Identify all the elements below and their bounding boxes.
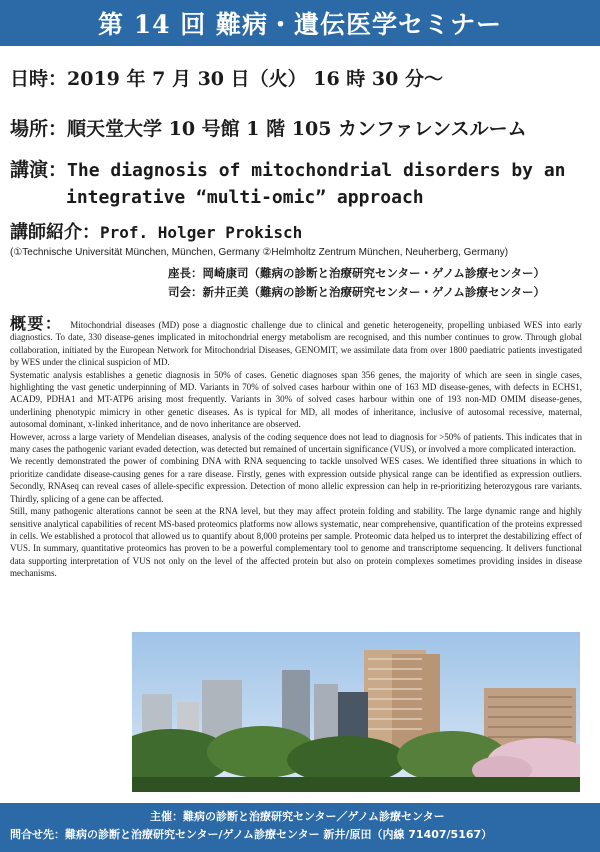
lecture-label: 講演： [10, 159, 68, 181]
summary-paragraph-text: Mitochondrial diseases (MD) pose a diagnostic challenge due to clinical and genetic heterogeneity, propelling unbiased WES into early diagnostics. To date, 330 disease-genes implicated in mitochondrial energy metabolism are recognised, and this number continues to grow. Through global collaboration, initiated by the European Network for Mitochondrial Diseases, GENOMIT, we assimilate data from over 1800 paediatric patients investigated by WES under the clinical suspicion of MD. [10, 320, 582, 368]
date-row [10, 64, 443, 91]
summary-paragraph [10, 314, 582, 369]
seminar-title-banner [0, 0, 600, 46]
venue-row [10, 114, 527, 141]
venue-value: 順天堂大学 10 号館 1 階 105 カンファレンスルーム [67, 118, 527, 140]
contact-line: 問合せ先：難病の診断と治療研究センター/ゲノム診療センター 新井/原田（内線 71407/5167） [10, 828, 493, 841]
summary-section [10, 314, 582, 580]
moderator-line: 司会：新井正美（難病の診断と治療研究センター・ゲノム診療センター） [168, 285, 545, 299]
date-value: 2019 年 7 月 30 日（火） 16 時 30 分～ [67, 68, 443, 90]
host-line: 主催：難病の診断と治療研究センター／ゲノム診療センター [150, 810, 445, 823]
summary-paragraph: Still, many pathogenic alterations cannot be seen at the RNA level, but they may affect protein folding and stability. The large dynamic range and highly sensitive analytical capabilities of recent MS-based proteomics platforms now allows systematic, near comprehensive, quantification of the proteins expressed in cells. We established a protocol that allowed us to quantify about 8,000 proteins per sample. Proteomic data helped us to interpret the destabilizing effect of VUS. In summary, quantitative proteomics has proven to be a powerful complementary tool to genome and transcriptome sequencing. It delivers functional data supporting interpretation of VUS not only on the level of the affected protein but also on protein complexes sometimes providing insides in disease mechanisms. [10, 506, 582, 579]
campus-photo [132, 632, 580, 792]
speaker-row [10, 218, 302, 244]
chair-line: 座長：岡崎康司（難病の診断と治療研究センター・ゲノム診療センター） [168, 266, 545, 280]
speaker-affiliation: (①Technische Universität München, München, Germany ②Helmholtz Zentrum München, Neuherberg, Germany) [10, 247, 509, 258]
speaker-name: Prof. Holger Prokisch [100, 223, 303, 242]
lecture-row [10, 156, 566, 208]
footer [0, 803, 600, 852]
summary-paragraph: We recently demonstrated the power of combining DNA with RNA sequencing to tackle unsolved WES cases. We identified three situations in which to prioritize candidate disease-causing genes for a rare disease. Firstly, genes with expression outside physical range can be identified as expression outliers. Secondly, RNAseq can reveal cases of allele-specific expression. Detection of mono allelic expression can help in re-prioritizing heterozygous rare variants. Thirdly, splicing of a gene can be affected. [10, 456, 582, 504]
summary-heading: 概要： [10, 314, 63, 333]
seminar-title: 第 14 回 難病・遺伝医学セミナー [98, 10, 502, 39]
summary-paragraph: However, across a large variety of Mendelian diseases, analysis of the coding sequence does not lead to diagnosis for >50% of patients. This indicates that in many cases the pathogenic variant evaded detection, was detected but remained of uncertain significance (VUS), or involved a more complicated interaction. [10, 431, 582, 455]
date-label: 日時： [10, 68, 68, 90]
lecture-title-line1: The diagnosis of mitochondrial disorders by an [67, 160, 566, 181]
lecture-title-line2: integrative “multi-omic” approach [66, 187, 424, 208]
venue-label: 場所： [10, 118, 68, 140]
speaker-label: 講師紹介： [10, 222, 100, 243]
summary-paragraph: Systematic analysis establishes a genetic diagnosis in 50% of cases. Genetic diagnoses span 356 genes, the majority of which are seen in single cases, highlighting the vast genetic underpinning of MD. Variants in 70% of solved cases harbour within one of 163 MD disease-genes, with defects in ECHS1, ACAD9, PDHA1 and MT-ATP6 arising most frequently. Variants in 30% of solved cases harbour within one of 193 non-MD OMIM disease-genes, underlining phenotypic mimicry in other genetic diseases. As is typical for MD, all modes of inheritance, inclusive of autosomal recessive, maternal, autosomal dominant, x-linked inheritance, and de novo inheritance are observed. [10, 369, 582, 430]
campus-photo-illustration [132, 632, 580, 792]
